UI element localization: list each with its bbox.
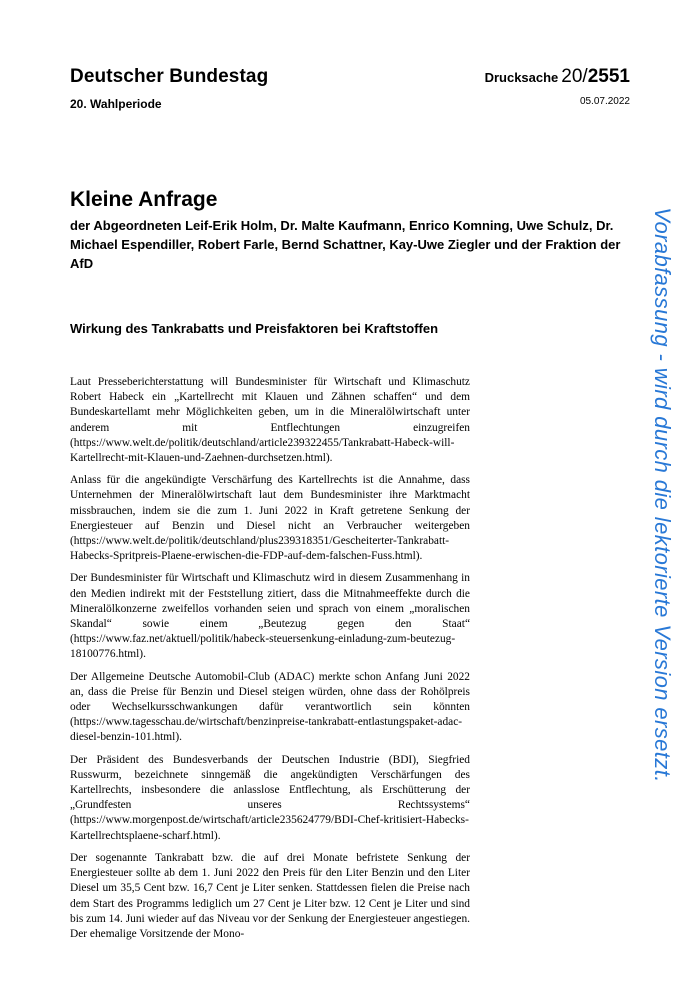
drucksache-number <box>485 66 630 88</box>
drucksache-number-main: 2551 <box>587 66 630 87</box>
body-paragraph: Der Präsident des Bundesverbands der Deutschen Industrie (BDI), Siegfried Russwurm, bezeichnete sinngemäß die angekündigten Verschärfungen des Kartellrechts, insbesondere die anlasslose Entflechtung, als Erschütterung der „Grundfesten unseres Rechtssystems“ (https://www.morgenpost.de/wirtschaft/article235624779/BDI-Chef-kritisiert-Habecks-Kartellrechtsplaene-scharf.html). <box>70 753 470 842</box>
body-paragraph: Laut Presseberichterstattung will Bundesminister für Wirtschaft und Klimaschutz Robert Habeck ein „Kartellrecht mit Klauen und Zähnen schaffen“ und dem Bundeskartellamt mehr Möglichkeiten geben, um in die Mineralölwirtschaft unter anderem mit Entflechtungen einzugreifen (https://www.welt.de/politik/deutschland/article239322455/Tankrabatt-Habeck-will-Kartellrecht-mit-Klauen-und-Zaehnen-durchsetzen.html). <box>70 376 470 465</box>
body-paragraph: Der Allgemeine Deutsche Automobil-Club (ADAC) merkte schon Anfang Juni 2022 an, dass die Preise für Benzin und Diesel steigen würden, ohne dass der Rohölpreis oder Wechselkursschwankungen dafür verantwortlich sein könnten (https://www.tagesschau.de/wirtschaft/benzinpreise-tankrabatt-entlastungspaket-adac-diesel-benzin-101.html). <box>70 670 470 744</box>
preliminary-version-watermark: Vorabfassung - wird durch die lektorierte Version ersetzt. <box>650 207 675 783</box>
body-paragraph: Der Bundesminister für Wirtschaft und Klimaschutz wird in diesem Zusammenhang in den Medien indirekt mit der Feststellung zitiert, dass die Mitnahmeeffekte durch die Mineralölkonzerne zweifellos vorhanden seien und sprach von einem „moralischen Skandal“ sowie einem „Beutezug gegen den Staat“ (https://www.faz.net/aktuell/politik/habeck-steuersenkung-einladung-zum-beutezug-18100776.html). <box>70 572 470 661</box>
authors-line: der Abgeordneten Leif-Erik Holm, Dr. Malte Kaufmann, Enrico Komning, Uwe Schulz, Dr. Michael Espendiller, Robert Farle, Bernd Schattner, Kay-Uwe Ziegler und der Fraktion der AfD <box>70 218 621 271</box>
body-paragraph: Anlass für die angekündigte Verschärfung des Kartellrechts ist die Annahme, dass Unternehmen der Mineralölwirtschaft laut dem Bundesminister ihre Marktmacht missbrauchen, indem sie die zum 1. Juni 2022 in Kraft getretene Senkung der Energiesteuer auf Benzin und Diesel nicht an Verbraucher weitergeben (https://www.welt.de/politik/deutschland/plus239318351/Gescheiterter-Tankrabatt-Habecks-Spritpreis-Plaene-erwischen-die-FDP-auf-dem-falschen-Fuss.html). <box>70 474 470 563</box>
body-paragraph: Der sogenannte Tankrabatt bzw. die auf drei Monate befristete Senkung der Energiesteuer sollte ab dem 1. Juni 2022 den Preis für den Liter Benzin und den Liter Diesel um 35,5 Cent bzw. 16,7 Cent je Liter senken. Stattdessen fielen die Preise nach dem Start des Programms lediglich um 27 Cent je Liter bzw. 12 Cent je Liter und sind bis zum 14. Juni wieder auf das Niveau vor der Senkung der Energiesteuer angestiegen. Der ehemalige Vorsitzende der Mono- <box>70 851 470 940</box>
parliament-title: Deutscher Bundestag <box>70 66 269 87</box>
legislative-period: 20. Wahlperiode <box>70 97 162 111</box>
document-meta <box>485 66 630 107</box>
drucksache-number-prefix: 20/ <box>561 66 588 87</box>
document-header <box>70 66 268 111</box>
document-body <box>70 375 470 949</box>
document-type-title: Kleine Anfrage <box>70 188 218 211</box>
document-date: 05.07.2022 <box>579 96 630 107</box>
drucksache-label: Drucksache <box>484 70 559 85</box>
document-subject: Wirkung des Tankrabatts und Preisfaktoren bei Kraftstoffen <box>70 321 439 336</box>
